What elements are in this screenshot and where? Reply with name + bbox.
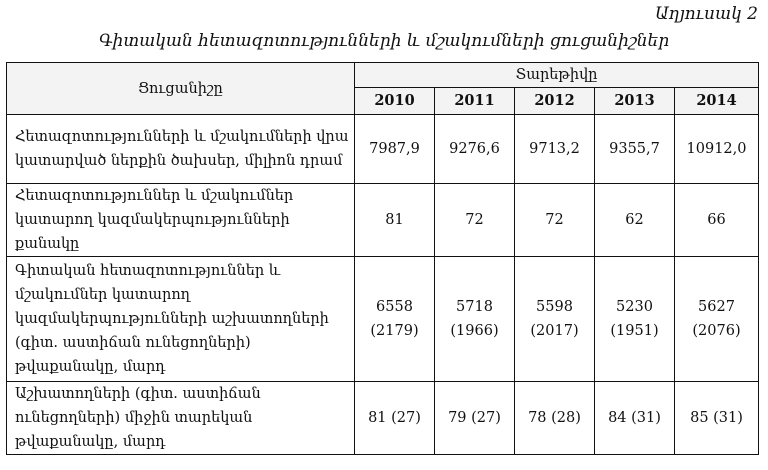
years-column-group-header: Տարեթիվը [355,63,759,88]
value-cell: 9713,2 [515,115,595,184]
indicator-column-header: Ցուցանիշը [7,63,355,115]
value-cell: 9276,6 [435,115,515,184]
table-row [7,115,759,184]
value-cell: 78 (28) [515,382,595,455]
year-header: 2014 [675,88,759,115]
value-cell: 5627 (2076) [675,257,759,382]
table-row [7,257,759,382]
year-header: 2012 [515,88,595,115]
indicator-cell: Հետազոտությունների և մշակումների վրա կատարված ներքին ծախսեր, միլիոն դրամ [7,115,355,184]
value-cell: 72 [435,184,515,257]
year-header: 2013 [595,88,675,115]
indicator-cell: Աշխատողների (գիտ. աստիճան ունեցողների) միջին տարեկան թվաքանակը, մարդ [7,382,355,455]
table-label: Աղյուսակ 2 [654,4,758,24]
year-header: 2011 [435,88,515,115]
value-cell: 81 [355,184,435,257]
table-row [7,184,759,257]
indicator-cell: Գիտական հետազոտություններ և մշակումներ կատարող կազմակերպությունների աշխատողների (գիտ. աստիճան ունեցողների) թվաքանակը, մարդ [7,257,355,382]
value-cell: 79 (27) [435,382,515,455]
value-cell: 6558 (2179) [355,257,435,382]
value-cell: 7987,9 [355,115,435,184]
value-cell: 5230 (1951) [595,257,675,382]
value-cell: 5598 (2017) [515,257,595,382]
value-cell: 10912,0 [675,115,759,184]
value-cell: 66 [675,184,759,257]
value-cell: 72 [515,184,595,257]
table-title: Գիտական հետազոտությունների և մշակումների ցուցանիշներ [98,31,670,51]
value-cell: 81 (27) [355,382,435,455]
indicator-cell: Հետազոտություններ և մշակումներ կատարող կազմակերպությունների քանակը [7,184,355,257]
value-cell: 85 (31) [675,382,759,455]
year-header: 2010 [355,88,435,115]
value-cell: 9355,7 [595,115,675,184]
value-cell: 62 [595,184,675,257]
value-cell: 84 (31) [595,382,675,455]
indicators-table [6,62,759,455]
value-cell: 5718 (1966) [435,257,515,382]
table-row [7,382,759,455]
